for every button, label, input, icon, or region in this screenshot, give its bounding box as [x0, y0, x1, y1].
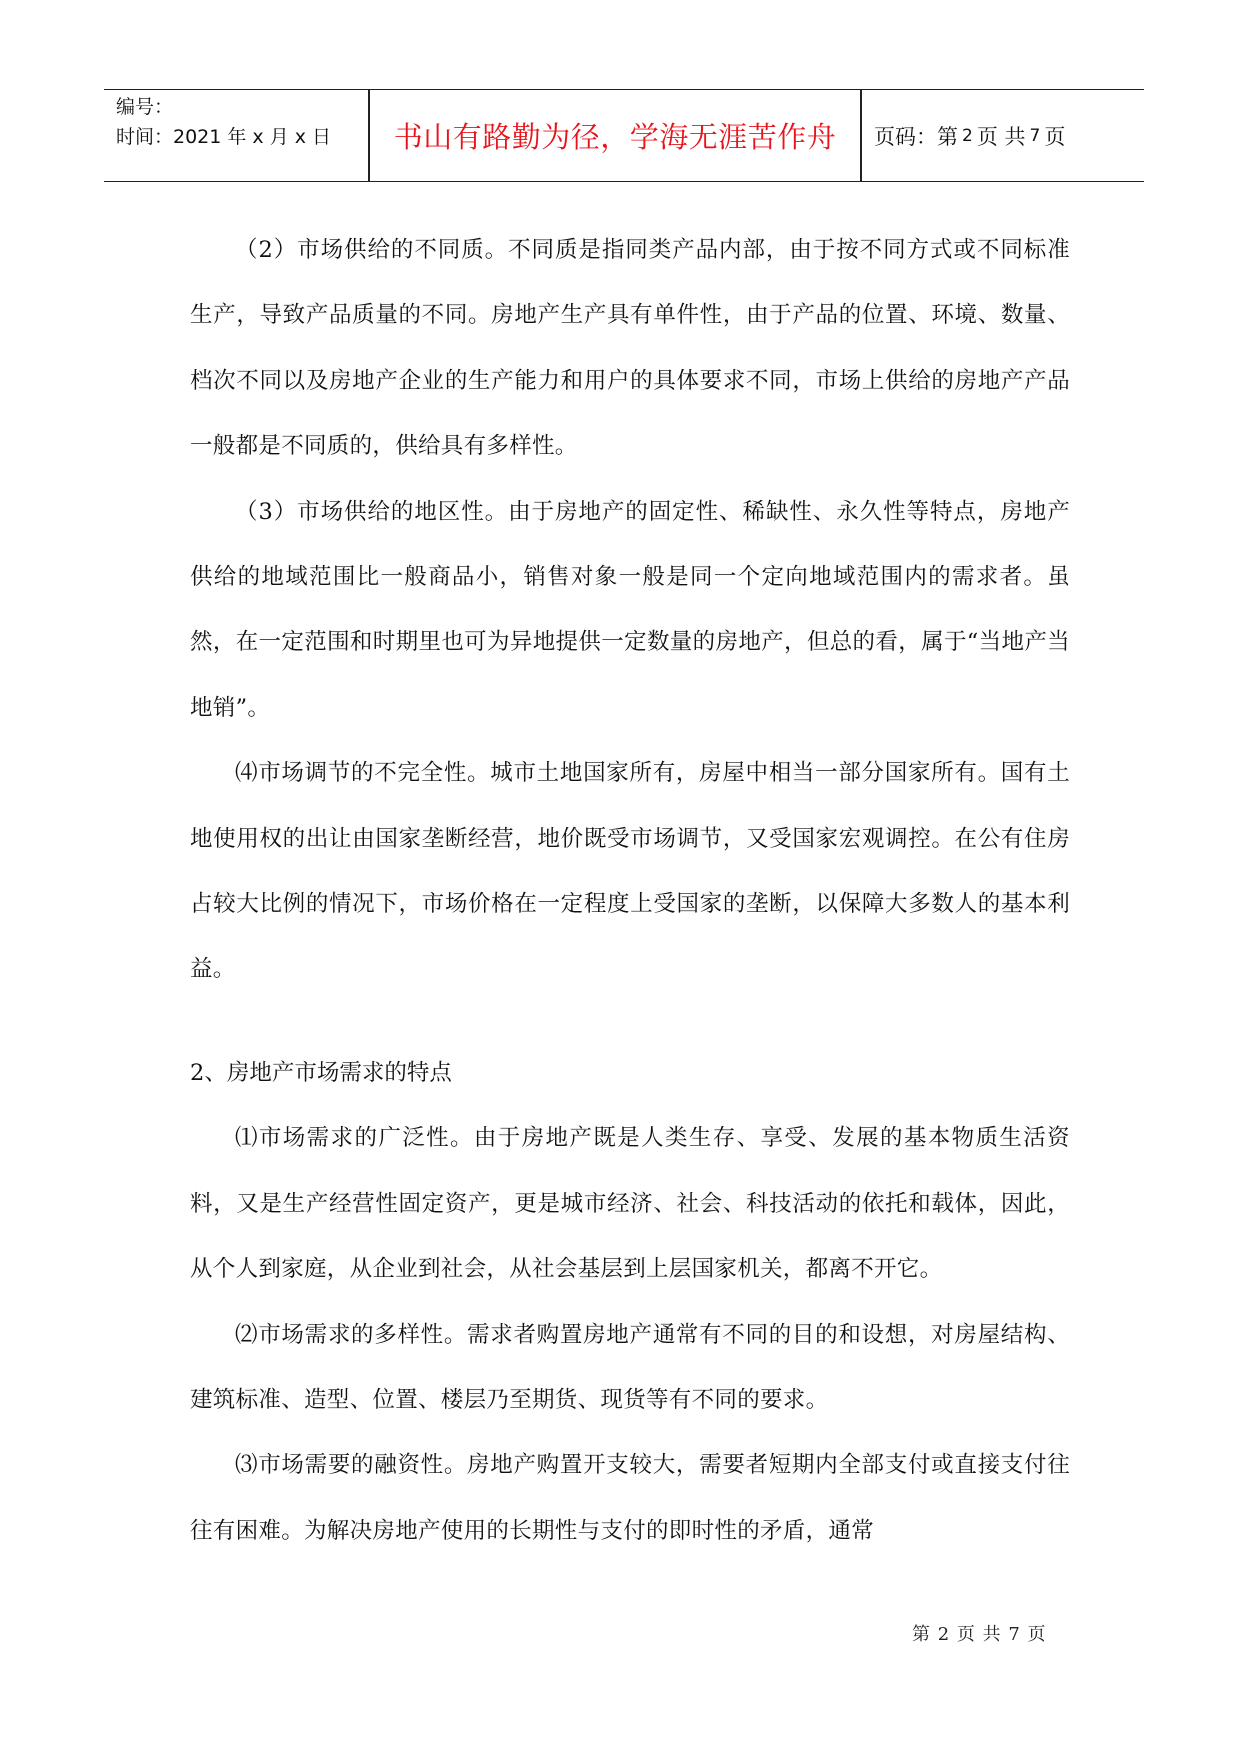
page-footer: 第 2 页 共 7 页 [912, 1624, 1047, 1645]
paragraph: ⑴市场需求的广泛性。由于房地产既是人类生存、享受、发展的基本物质生活资料，又是生产经营性固定资产，更是城市经济、社会、科技活动的依托和载体，因此，从个人到家庭，从企业到社会，从社会基层到上层国家机关，都离不开它。 [190, 1125, 1070, 1283]
document-body [190, 218, 1070, 1564]
page-total: 7 [1029, 125, 1041, 146]
header-slogan: 书山有路勤为径，学海无涯苦作舟 [393, 120, 837, 154]
header-page-info [874, 90, 1065, 181]
paragraph: ⑷市场调节的不完全性。城市土地国家所有，房屋中相当一部分国家所有。国有土地使用权的出让由国家垄断经营，地价既受市场调节，又受国家宏观调控。在公有住房占较大比例的情况下，市场价格在一定程度上受国家的垄断，以保障大多数人的基本利益。 [190, 760, 1070, 983]
paragraph: （2）市场供给的不同质。不同质是指同类产品内部，由于按不同方式或不同标准生产，导致产品质量的不同。房地产生产具有单件性，由于产品的位置、环境、数量、档次不同以及房地产企业的生产能力和用户的具体要求不同，市场上供给的房地产产品一般都是不同质的，供给具有多样性。 [190, 237, 1070, 460]
header-divider [860, 90, 862, 181]
page-suffix: 页 [1044, 124, 1066, 149]
paragraph: （3）市场供给的地区性。由于房地产的固定性、稀缺性、永久性等特点，房地产供给的地域范围比一般商品小，销售对象一般是同一个定向地域范围内的需求者。虽然，在一定范围和时期里也可为异地提供一定数量的房地产，但总的看，属于“当地产当地销”。 [190, 498, 1070, 721]
page-current: 2 [962, 125, 973, 146]
section-heading: 2、房地产市场需求的特点 [190, 1059, 452, 1086]
document-header [104, 89, 1144, 182]
number-label: 编号： [116, 96, 174, 118]
paragraph: ⑵市场需求的多样性。需求者购置房地产通常有不同的目的和设想，对房屋结构、建筑标准、造型、位置、楼层乃至期货、现货等有不同的要求。 [190, 1321, 1070, 1413]
page-mid: 页 共 [976, 124, 1026, 149]
time-label: 时间：2021 年 x 月 x 日 [116, 126, 332, 148]
page-prefix: 页码：第 [874, 124, 958, 149]
paragraph: ⑶市场需要的融资性。房地产购置开支较大，需要者短期内全部支付或直接支付往往有困难。为解决房地产使用的长期性与支付的即时性的矛盾，通常 [190, 1452, 1070, 1544]
header-meta [116, 92, 331, 152]
